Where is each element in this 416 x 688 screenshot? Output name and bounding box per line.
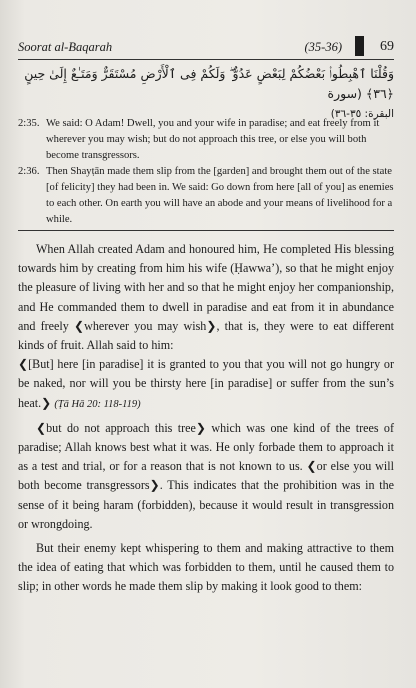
verse-range: (35-36) (304, 40, 342, 54)
section-rule (18, 230, 394, 231)
paragraph: When Allah created Adam and honoured him, He completed His blessing towards him by creating from him his wife (Ḥawwa’), so that he might enjoy the pleasure of living with her and so that he might enjoy her companionship, and He commanded them to dwell in paradise and eat from it in abundance and freely ❮wherever you may wish❯, that is, they were to eat different kinds of fruit. Allah said to him: (18, 242, 394, 353)
quote-citation: (Ṭā Hā 20: 118-119) (54, 398, 141, 410)
verse-text: Then Shayṭān made them slip from the [garden] and brought them out of the state [of felicity] they had been in. We said: Go down from here [all of you] as enemies to each other. On earth you will have an abode and your means of livelihood for a while. (46, 166, 394, 225)
page-header (18, 36, 394, 58)
verse-text: We said: O Adam! Dwell, you and your wife in paradise; and eat freely from it wherever you may wish; but do not approach this tree, or else you will both become transgressors. (46, 118, 380, 161)
verse-translation-36 (18, 164, 394, 228)
page-number: 69 (380, 39, 394, 54)
verse-number: 2:36. (18, 166, 40, 177)
header-marker (355, 36, 364, 56)
verse-number: 2:35. (18, 118, 40, 129)
paragraph: ❮but do not approach this tree❯ which was one kind of the trees of paradise; Allah knows best what it was. He only forbade them to approach it as a test and trial, or for a reason that is not known to us. ❮or else you will both become transgressors❯. This indicates that the prohibition was in the sense of it being haram (forbidden), because it would result in transgression or wrongdoing. (18, 420, 394, 531)
arabic-verse (18, 64, 394, 124)
arabic-line-1: وَقُلْنَا ٱهْبِطُوا۟ بَعْضُكُمْ لِبَعْضٍ عَدُوٌّ ۖ وَلَكُمْ فِى ٱلْأَرْضِ مُسْتَقَرٌّ وَمَتَـٰعٌ إِلَىٰ حِينٍ ﴿٣٦﴾ (سورة (24, 66, 394, 101)
commentary (18, 240, 394, 597)
header-rule (18, 59, 394, 60)
arabic-reference: البقرة: ٣٥-٣٦) (330, 108, 394, 120)
quote-paragraph (18, 355, 394, 414)
chapter-title: Soorat al-Baqarah (18, 40, 113, 54)
quote-text: ❮[But] here [in paradise] it is granted to you that you will not go hungry or be naked, nor will you be thirsty here [in paradise] or suffer from the sun’s heat.❯ (18, 357, 394, 410)
verse-translation-35 (18, 116, 394, 164)
paragraph: But their enemy kept whispering to them and making attractive to them the idea of eating that which was forbidden to them, until he caused them to slip; in other words he made them slip by making it look good to them: (18, 541, 394, 594)
